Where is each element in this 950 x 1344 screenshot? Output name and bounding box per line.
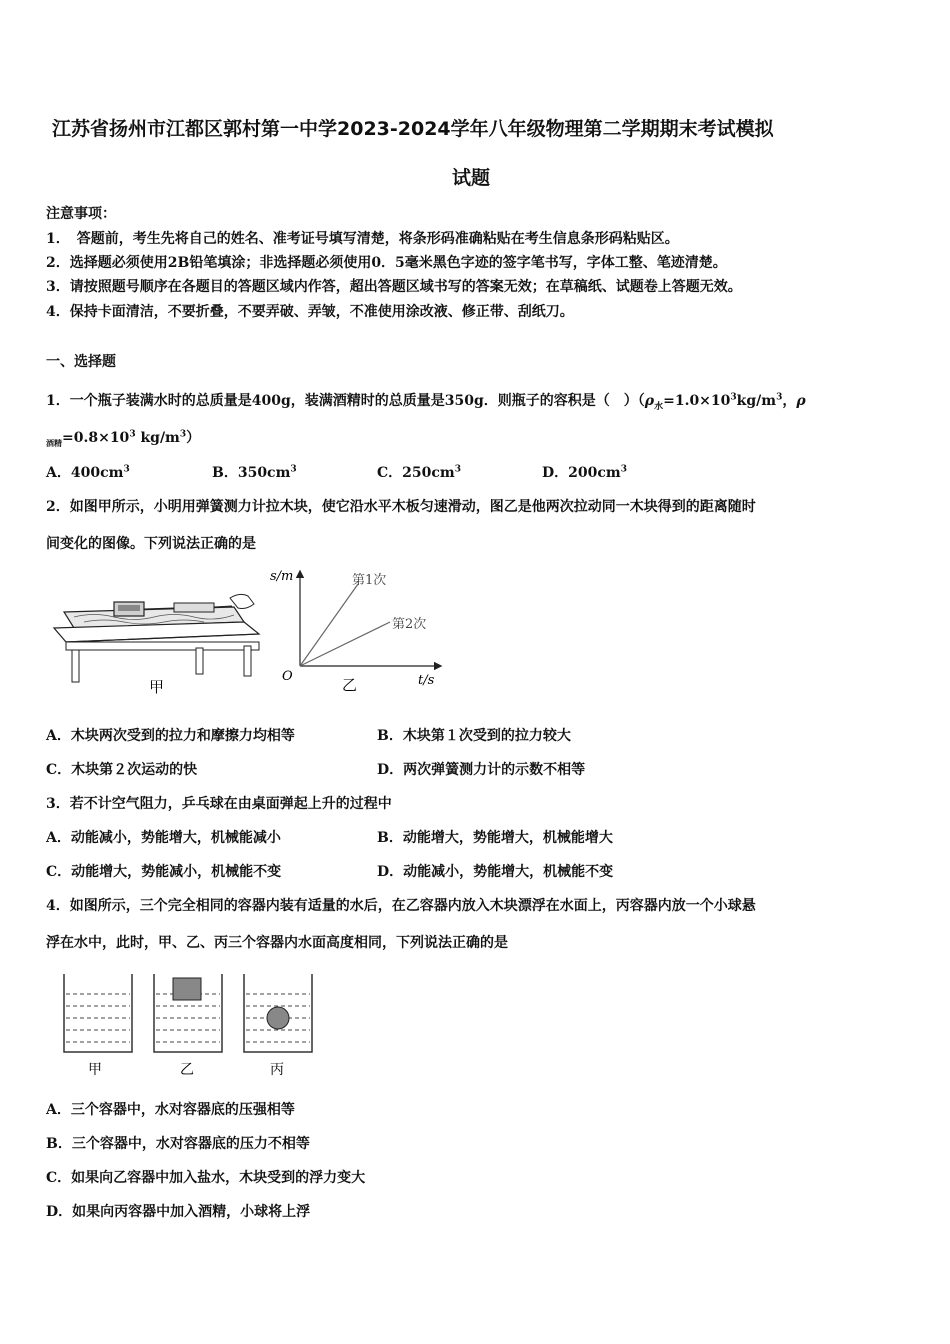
q1-unit: kg/m — [736, 393, 777, 409]
q4-label-jia: 甲 — [88, 1062, 102, 1078]
q4-option-c: C．如果向乙容器中加入盐水，木块受到的浮力变大 — [46, 1170, 366, 1186]
q4-option-b: B．三个容器中，水对容器底的压力不相等 — [46, 1136, 310, 1152]
q1-comma: ， — [782, 393, 797, 409]
q4-container-jia — [64, 974, 132, 1052]
q2-series-2-line — [300, 622, 390, 666]
q3-option-d: D．动能减小，势能增大，机械能不变 — [377, 864, 614, 880]
q1-text: 1．一个瓶子装满水时的总质量是400g，装满酒精时的总质量是350g．则瓶子的容积是（ ）（ — [46, 393, 645, 409]
q1-option-c: C．$250cm^3$ — [377, 464, 461, 481]
q2-option-d: D．两次弹簧测力计的示数不相等 — [377, 762, 586, 778]
q2-series-1-line — [300, 584, 358, 666]
q3-option-c: C．动能增大，势能减小，机械能不变 — [46, 864, 282, 880]
question-4-line2: 浮在水中，此时，甲、乙、丙三个容器内水面高度相同，下列说法正确的是 — [46, 935, 508, 951]
q1-option-d: D．$200cm^3$ — [542, 464, 627, 481]
question-4-line1: 4．如图所示，三个完全相同的容器内装有适量的水后，在乙容器内放入木块漂浮在水面上，丙容器内放一个小球悬 — [46, 898, 756, 914]
notice-item-2: 2．选择题必须使用2B铅笔填涂；非选择题必须使用0．5毫米黑色字迹的签字笔书写，字体工整、笔迹清楚。 — [46, 255, 727, 271]
q4-option-d: D．如果向丙容器中加入酒精，小球将上浮 — [46, 1204, 311, 1220]
question-1-cont — [46, 427, 200, 449]
q2-figure-yi — [270, 562, 450, 692]
q1-close: ） — [186, 430, 201, 446]
q2-axis-x: t/s — [418, 673, 435, 688]
q4-wood-block — [173, 978, 201, 1000]
question-1 — [46, 390, 806, 412]
q2-figure-jia — [44, 562, 264, 702]
q1-unit2: kg/m — [135, 430, 180, 446]
q1-exp-c: 3 — [129, 429, 136, 440]
notice-heading: 注意事项： — [46, 206, 116, 222]
q1-water-val: =1.0×10 — [663, 393, 731, 409]
q4-container-bing — [244, 974, 312, 1052]
q1-exp-d: 3 — [179, 429, 187, 440]
question-2-line2: 间变化的图像。下列说法正确的是 — [46, 536, 256, 552]
q2-axis-y: s/m — [270, 569, 294, 584]
q2-origin: O — [282, 669, 293, 684]
q2-option-a: A．木块两次受到的拉力和摩擦力均相等 — [46, 728, 295, 744]
notice-item-4: 4．保持卡面清洁，不要折叠，不要弄破、弄皱，不准使用涂改液、修正带、刮纸刀。 — [46, 304, 574, 320]
q1-alcohol-sub: 酒精 — [46, 437, 62, 448]
q1-exp-b: 3 — [776, 392, 783, 403]
q4-ball — [267, 1007, 289, 1029]
q2-option-c: C．木块第２次运动的快 — [46, 762, 198, 778]
q4-container-yi — [154, 974, 222, 1052]
notice-item-1: 1． 答题前，考生先将自己的姓名、准考证号填写清楚，将条形码准确粘贴在考生信息条形码粘贴区。 — [46, 231, 679, 247]
q1-water-sub: 水 — [654, 401, 664, 412]
q4-label-bing: 丙 — [270, 1062, 284, 1078]
page-title: 江苏省扬州市江都区郭村第一中学2023-2024学年八年级物理第二学期期末考试模拟 — [52, 118, 774, 140]
q3-option-b: B．动能增大，势能增大，机械能增大 — [377, 830, 613, 846]
q4-figure — [56, 966, 326, 1081]
q3-option-a: A．动能减小，势能增大，机械能减小 — [46, 830, 281, 846]
q2-fig-jia-label: 甲 — [149, 678, 165, 696]
q1-option-a: A．$400cm^3$ — [46, 464, 130, 481]
q4-option-a: A．三个容器中，水对容器底的压强相等 — [46, 1102, 295, 1118]
q1-alcohol-val: =0.8×10 — [62, 430, 130, 446]
q1-rho: ρ — [644, 393, 655, 409]
page-title-line2: 试题 — [452, 167, 491, 189]
question-2-line1: 2．如图甲所示，小明用弹簧测力计拉木块，使它沿水平木板匀速滑动，图乙是他两次拉动同一木块得到的距离随时 — [46, 499, 756, 515]
q4-label-yi: 乙 — [180, 1062, 194, 1078]
q1-rho2: ρ — [796, 393, 806, 409]
notice-item-3: 3．请按照题号顺序在各题目的答题区域内作答，超出答题区域书写的答案无效；在草稿纸、试题卷上答题无效。 — [46, 279, 742, 295]
q2-fig-yi-label: 乙 — [342, 676, 358, 692]
q2-option-b: B．木块第１次受到的拉力较大 — [377, 728, 571, 744]
q2-series-2-label: 第2次 — [392, 617, 427, 632]
q2-series-1-label: 第1次 — [352, 573, 387, 588]
q1-option-b: B．$350cm^3$ — [212, 464, 297, 481]
section-heading: 一、选择题 — [46, 354, 116, 370]
q1-exp: 3 — [730, 392, 737, 403]
question-3: 3．若不计空气阻力，乒乓球在由桌面弹起上升的过程中 — [46, 796, 392, 812]
